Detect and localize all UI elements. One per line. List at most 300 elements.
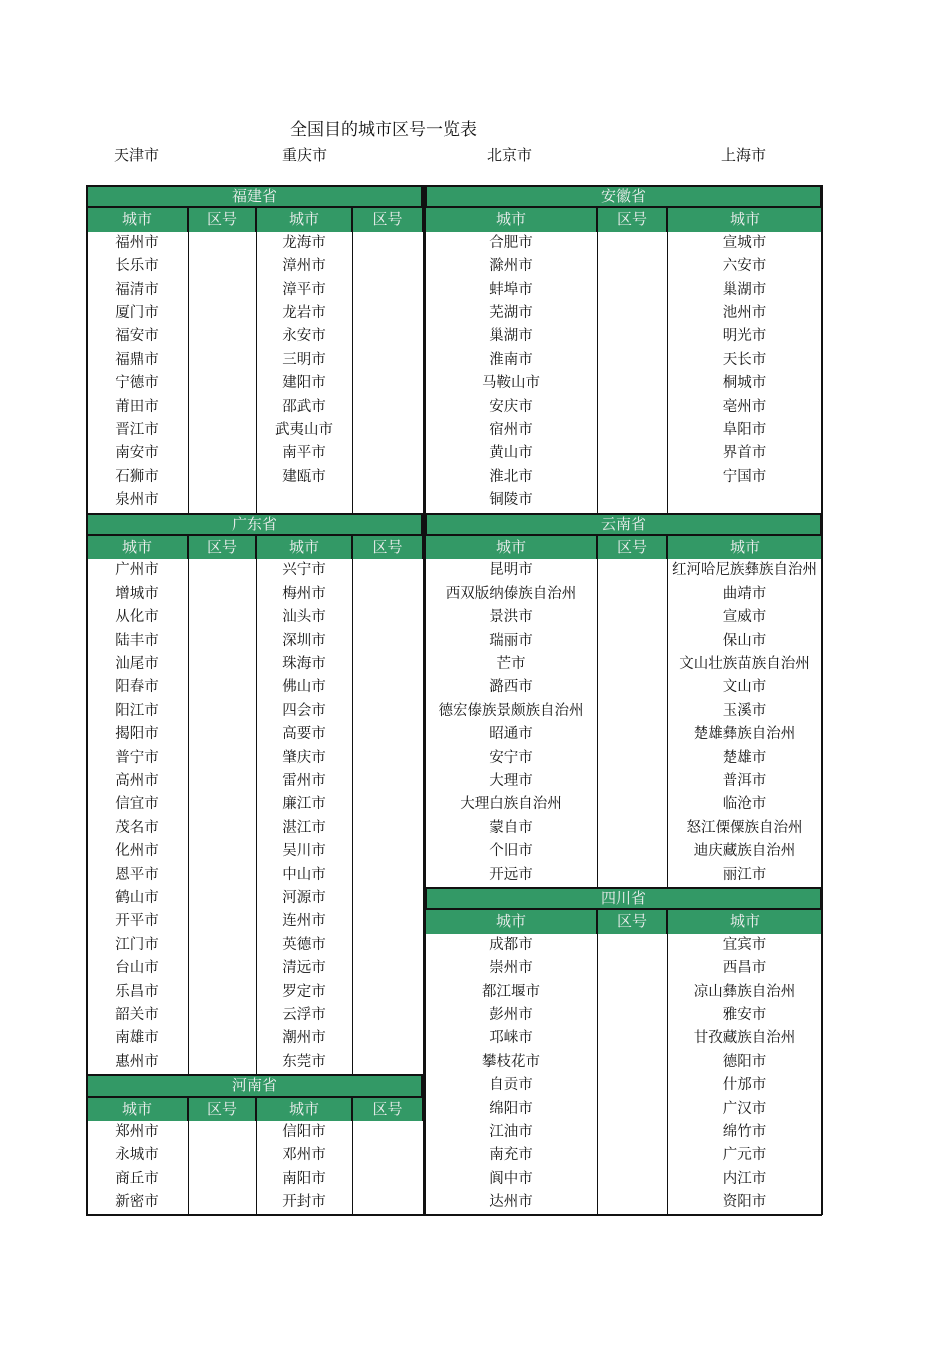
grid-line bbox=[352, 232, 353, 513]
table-cell bbox=[352, 934, 423, 957]
table-cell: 四会市 bbox=[282, 702, 326, 719]
table-cell bbox=[597, 957, 667, 980]
table-cell: 邵武市 bbox=[282, 398, 326, 415]
table-cell bbox=[188, 700, 256, 723]
table-cell bbox=[188, 653, 256, 676]
table-cell: 桐城市 bbox=[722, 375, 767, 392]
table-cell: 南安市 bbox=[115, 445, 159, 462]
table-cell: 福州市 bbox=[115, 234, 159, 251]
table-cell: 宣城市 bbox=[722, 234, 767, 251]
table-cell: 滁州市 bbox=[489, 258, 533, 275]
table-cell: 普洱市 bbox=[722, 773, 767, 789]
province-header-sichuan: 四川省 bbox=[425, 887, 822, 910]
table-cell bbox=[597, 302, 667, 325]
table-cell bbox=[188, 325, 256, 348]
table-cell: 个旧市 bbox=[489, 843, 533, 860]
table-cell bbox=[188, 747, 256, 770]
table-cell bbox=[352, 232, 423, 255]
table-cell: 韶关市 bbox=[115, 1007, 159, 1023]
table-cell: 武夷山市 bbox=[275, 422, 333, 438]
table-cell bbox=[597, 1074, 667, 1097]
column-header: 区号 bbox=[352, 1098, 423, 1121]
table-cell bbox=[597, 559, 667, 582]
grid-line bbox=[86, 1214, 425, 1216]
table-cell: 自贡市 bbox=[489, 1077, 533, 1094]
table-cell: 大理市 bbox=[489, 773, 533, 789]
table-cell bbox=[597, 676, 667, 699]
table-cell: 福清市 bbox=[115, 281, 159, 298]
table-cell: 开封市 bbox=[282, 1194, 326, 1211]
column-header: 城市 bbox=[256, 208, 352, 231]
table-cell bbox=[352, 583, 423, 606]
table-cell: 高要市 bbox=[282, 726, 326, 743]
table-cell: 郑州市 bbox=[115, 1124, 159, 1140]
table-cell bbox=[597, 1004, 667, 1027]
table-cell: 成都市 bbox=[489, 936, 533, 953]
table-cell: 厦门市 bbox=[115, 305, 159, 321]
table-cell bbox=[352, 957, 423, 980]
table-cell: 彭州市 bbox=[489, 1007, 533, 1023]
table-cell bbox=[597, 840, 667, 863]
table-cell bbox=[597, 1191, 667, 1214]
table-cell: 南阳市 bbox=[282, 1170, 326, 1187]
table-cell bbox=[597, 1027, 667, 1050]
province-header-anhui: 安徽省 bbox=[425, 185, 822, 208]
table-cell: 宜宾市 bbox=[722, 936, 767, 953]
table-cell: 吴川市 bbox=[282, 843, 326, 860]
table-cell: 达州市 bbox=[489, 1194, 533, 1211]
province-header-henan: 河南省 bbox=[86, 1074, 423, 1097]
table-cell bbox=[352, 349, 423, 372]
table-cell: 漳平市 bbox=[282, 281, 326, 298]
table-cell: 大理白族自治州 bbox=[460, 796, 562, 813]
table-cell: 珠海市 bbox=[282, 656, 326, 672]
table-cell: 永安市 bbox=[282, 328, 326, 345]
table-cell bbox=[188, 255, 256, 278]
table-cell bbox=[597, 325, 667, 348]
table-cell: 南充市 bbox=[489, 1147, 533, 1164]
table-cell bbox=[597, 630, 667, 653]
table-cell bbox=[188, 910, 256, 933]
table-cell bbox=[188, 676, 256, 699]
table-cell: 梅州市 bbox=[282, 585, 326, 602]
table-cell bbox=[597, 981, 667, 1004]
table-cell: 雷州市 bbox=[282, 773, 326, 789]
table-cell: 文山市 bbox=[722, 679, 767, 696]
table-cell bbox=[352, 840, 423, 863]
table-cell: 揭阳市 bbox=[115, 726, 159, 743]
table-cell: 茂名市 bbox=[115, 819, 159, 836]
table-cell bbox=[352, 864, 423, 887]
column-header: 区号 bbox=[188, 1098, 256, 1121]
table-cell: 漳州市 bbox=[282, 258, 326, 275]
municipality-tianjin: 天津市 bbox=[114, 146, 160, 164]
table-cell bbox=[188, 864, 256, 887]
table-cell bbox=[597, 1051, 667, 1074]
table-cell bbox=[352, 887, 423, 910]
table-cell: 龙岩市 bbox=[282, 305, 326, 321]
table-cell: 东莞市 bbox=[282, 1053, 326, 1070]
table-cell: 天长市 bbox=[722, 351, 767, 368]
table-cell: 安宁市 bbox=[489, 749, 533, 766]
table-cell: 芒市 bbox=[496, 656, 526, 672]
table-cell bbox=[352, 723, 423, 746]
column-header: 城市 bbox=[425, 536, 597, 559]
table-cell: 永城市 bbox=[115, 1147, 159, 1164]
table-cell bbox=[188, 770, 256, 793]
table-cell bbox=[597, 700, 667, 723]
table-cell: 淮北市 bbox=[489, 468, 533, 485]
table-cell: 雅安市 bbox=[722, 1007, 767, 1023]
table-cell: 南雄市 bbox=[115, 1030, 159, 1047]
table-cell bbox=[597, 864, 667, 887]
table-cell: 惠州市 bbox=[115, 1053, 159, 1070]
table-cell: 宁国市 bbox=[722, 468, 767, 485]
table-cell bbox=[352, 653, 423, 676]
table-cell: 怒江傈僳族自治州 bbox=[686, 819, 803, 836]
table-cell: 三明市 bbox=[282, 351, 326, 368]
table-cell bbox=[352, 419, 423, 442]
table-cell: 黄山市 bbox=[489, 445, 533, 462]
grid-line bbox=[667, 934, 668, 1215]
table-cell bbox=[352, 325, 423, 348]
table-cell bbox=[352, 442, 423, 465]
page-title: 全国目的城市区号一览表 bbox=[290, 120, 477, 140]
table-cell: 邛崃市 bbox=[489, 1030, 533, 1047]
table-cell: 明光市 bbox=[722, 328, 767, 345]
column-header: 区号 bbox=[597, 536, 667, 559]
table-cell: 广汉市 bbox=[722, 1100, 767, 1117]
table-cell: 河源市 bbox=[282, 890, 326, 906]
table-cell bbox=[597, 279, 667, 302]
table-cell bbox=[352, 372, 423, 395]
table-cell: 台山市 bbox=[115, 960, 159, 977]
table-cell: 开远市 bbox=[489, 866, 533, 883]
table-cell bbox=[188, 840, 256, 863]
province-header-yunnan: 云南省 bbox=[425, 513, 822, 536]
grid-line bbox=[256, 1121, 257, 1215]
table-cell bbox=[188, 232, 256, 255]
column-header: 区号 bbox=[352, 536, 423, 559]
grid-line bbox=[821, 185, 823, 1215]
grid-line bbox=[597, 934, 598, 1215]
column-header: 城市 bbox=[425, 208, 597, 231]
table-cell: 连州市 bbox=[282, 913, 326, 930]
table-cell: 内江市 bbox=[722, 1170, 767, 1187]
column-header: 城市 bbox=[667, 208, 822, 231]
table-cell: 什邡市 bbox=[722, 1077, 767, 1094]
table-cell: 陆丰市 bbox=[115, 632, 159, 649]
table-cell: 福安市 bbox=[115, 328, 159, 345]
table-cell: 楚雄市 bbox=[722, 749, 767, 766]
table-cell: 甘孜藏族自治州 bbox=[693, 1030, 796, 1047]
table-cell: 增城市 bbox=[115, 585, 159, 602]
table-cell: 阳江市 bbox=[115, 702, 159, 719]
table-cell: 开平市 bbox=[115, 913, 159, 930]
table-cell bbox=[352, 279, 423, 302]
table-cell bbox=[352, 770, 423, 793]
table-cell: 兴宁市 bbox=[282, 562, 326, 579]
table-cell: 池州市 bbox=[722, 305, 767, 321]
table-cell: 宁德市 bbox=[115, 375, 159, 392]
table-cell bbox=[352, 910, 423, 933]
table-cell: 信宜市 bbox=[115, 796, 159, 813]
table-cell bbox=[597, 1121, 667, 1144]
table-cell: 安庆市 bbox=[489, 398, 533, 415]
table-cell bbox=[188, 489, 256, 512]
grid-line bbox=[597, 559, 598, 887]
table-cell bbox=[188, 606, 256, 629]
table-cell bbox=[188, 419, 256, 442]
table-cell bbox=[188, 1144, 256, 1167]
table-cell: 泉州市 bbox=[115, 492, 159, 509]
table-cell: 从化市 bbox=[115, 609, 159, 626]
table-cell: 凉山彝族自治州 bbox=[693, 983, 796, 1000]
grid-line bbox=[256, 559, 257, 1074]
table-cell: 德宏傣族景颇族自治州 bbox=[438, 702, 584, 719]
table-cell: 资阳市 bbox=[722, 1194, 767, 1211]
column-header: 城市 bbox=[86, 1098, 188, 1121]
table-cell bbox=[352, 1027, 423, 1050]
table-cell: 阆中市 bbox=[489, 1170, 533, 1187]
column-header: 城市 bbox=[86, 536, 188, 559]
table-cell: 云浮市 bbox=[282, 1007, 326, 1023]
table-cell: 汕头市 bbox=[282, 609, 326, 626]
table-cell bbox=[352, 255, 423, 278]
table-cell: 昆明市 bbox=[489, 562, 533, 579]
table-cell: 深圳市 bbox=[282, 632, 326, 649]
table-cell bbox=[352, 606, 423, 629]
table-cell bbox=[352, 1191, 423, 1214]
area-code-table bbox=[86, 185, 822, 1215]
table-cell: 巢湖市 bbox=[489, 328, 533, 345]
table-cell bbox=[352, 396, 423, 419]
table-cell bbox=[352, 489, 423, 512]
grid-line bbox=[667, 559, 668, 887]
column-header: 城市 bbox=[667, 910, 822, 933]
table-cell: 德阳市 bbox=[722, 1053, 767, 1070]
table-cell bbox=[188, 396, 256, 419]
table-cell bbox=[188, 466, 256, 489]
table-cell bbox=[352, 1051, 423, 1074]
table-cell bbox=[597, 934, 667, 957]
table-cell: 六安市 bbox=[722, 258, 767, 275]
table-cell: 红河哈尼族彝族自治州 bbox=[672, 562, 817, 579]
table-cell: 阜阳市 bbox=[722, 422, 767, 438]
table-cell: 芜湖市 bbox=[489, 305, 533, 321]
table-cell bbox=[352, 1144, 423, 1167]
table-cell bbox=[597, 466, 667, 489]
province-header-fujian: 福建省 bbox=[86, 185, 423, 208]
table-cell: 合肥市 bbox=[489, 234, 533, 251]
table-cell bbox=[352, 1121, 423, 1144]
table-cell: 昭通市 bbox=[489, 726, 533, 743]
table-cell: 巢湖市 bbox=[722, 281, 767, 298]
table-cell: 英德市 bbox=[282, 936, 326, 953]
table-cell: 罗定市 bbox=[282, 983, 326, 1000]
table-cell: 蚌埠市 bbox=[489, 281, 533, 298]
table-cell bbox=[188, 1121, 256, 1144]
table-cell bbox=[597, 372, 667, 395]
column-header: 区号 bbox=[188, 208, 256, 231]
grid-line bbox=[667, 232, 668, 513]
table-cell bbox=[188, 583, 256, 606]
table-cell bbox=[597, 653, 667, 676]
table-cell: 福鼎市 bbox=[115, 351, 159, 368]
table-cell: 石狮市 bbox=[115, 468, 159, 485]
table-cell bbox=[188, 887, 256, 910]
table-cell: 楚雄彝族自治州 bbox=[693, 726, 796, 743]
table-cell bbox=[188, 817, 256, 840]
table-cell bbox=[188, 559, 256, 582]
province-header-guangdong: 广东省 bbox=[86, 513, 423, 536]
table-cell bbox=[597, 396, 667, 419]
table-cell: 宣威市 bbox=[722, 609, 767, 626]
grid-line bbox=[188, 232, 189, 513]
table-cell bbox=[188, 934, 256, 957]
table-cell bbox=[188, 349, 256, 372]
table-cell bbox=[188, 442, 256, 465]
table-cell: 蒙自市 bbox=[489, 819, 533, 836]
table-cell: 长乐市 bbox=[115, 258, 159, 275]
table-cell bbox=[597, 770, 667, 793]
column-header: 区号 bbox=[597, 910, 667, 933]
table-cell bbox=[597, 232, 667, 255]
table-cell: 建阳市 bbox=[282, 375, 326, 392]
column-header: 区号 bbox=[188, 536, 256, 559]
table-cell bbox=[188, 372, 256, 395]
column-header: 城市 bbox=[425, 910, 597, 933]
table-cell bbox=[188, 723, 256, 746]
municipality-shanghai: 上海市 bbox=[721, 146, 767, 164]
table-cell: 亳州市 bbox=[722, 398, 767, 415]
table-cell: 玉溪市 bbox=[722, 702, 767, 719]
table-cell: 临沧市 bbox=[722, 796, 767, 813]
table-cell bbox=[352, 466, 423, 489]
table-cell: 景洪市 bbox=[489, 609, 533, 626]
table-cell: 淮南市 bbox=[489, 351, 533, 368]
table-cell bbox=[597, 255, 667, 278]
table-cell: 界首市 bbox=[722, 445, 767, 462]
table-cell bbox=[188, 1027, 256, 1050]
table-cell bbox=[352, 1004, 423, 1027]
table-cell bbox=[667, 489, 822, 512]
table-cell: 瑞丽市 bbox=[489, 632, 533, 649]
table-cell bbox=[188, 1168, 256, 1191]
grid-line bbox=[86, 185, 88, 1215]
table-cell: 崇州市 bbox=[489, 960, 533, 977]
table-cell bbox=[352, 981, 423, 1004]
table-cell: 信阳市 bbox=[282, 1124, 326, 1140]
column-header: 区号 bbox=[597, 208, 667, 231]
table-cell: 高州市 bbox=[115, 773, 159, 789]
table-cell bbox=[188, 302, 256, 325]
table-cell: 晋江市 bbox=[115, 422, 159, 438]
table-cell: 廉江市 bbox=[282, 796, 326, 813]
table-cell: 化州市 bbox=[115, 843, 159, 860]
table-cell: 建瓯市 bbox=[282, 468, 326, 485]
table-cell: 江门市 bbox=[115, 936, 159, 953]
table-cell: 湛江市 bbox=[282, 819, 326, 836]
grid-line bbox=[188, 1121, 189, 1215]
table-cell bbox=[352, 676, 423, 699]
municipality-chongqing: 重庆市 bbox=[282, 146, 328, 164]
table-cell: 中山市 bbox=[282, 866, 326, 883]
table-cell bbox=[597, 1168, 667, 1191]
table-cell bbox=[188, 279, 256, 302]
table-cell: 肇庆市 bbox=[282, 749, 326, 766]
table-cell: 宿州市 bbox=[489, 422, 533, 438]
table-cell: 绵竹市 bbox=[722, 1124, 767, 1140]
table-cell bbox=[352, 630, 423, 653]
table-cell bbox=[597, 583, 667, 606]
table-cell: 汕尾市 bbox=[115, 656, 159, 672]
table-cell: 恩平市 bbox=[115, 866, 159, 883]
table-cell bbox=[188, 1191, 256, 1214]
table-cell: 曲靖市 bbox=[722, 585, 767, 602]
table-cell: 佛山市 bbox=[282, 679, 326, 696]
column-header: 区号 bbox=[352, 208, 423, 231]
table-cell: 西昌市 bbox=[722, 960, 767, 977]
table-cell bbox=[352, 793, 423, 816]
table-cell bbox=[597, 489, 667, 512]
table-cell: 乐昌市 bbox=[115, 983, 159, 1000]
table-cell: 铜陵市 bbox=[489, 492, 533, 509]
table-cell: 潞西市 bbox=[489, 679, 533, 696]
column-header: 城市 bbox=[86, 208, 188, 231]
table-cell: 攀枝花市 bbox=[482, 1053, 540, 1070]
table-cell bbox=[352, 817, 423, 840]
table-cell: 绵阳市 bbox=[489, 1100, 533, 1117]
table-cell: 商丘市 bbox=[115, 1170, 159, 1187]
municipality-beijing: 北京市 bbox=[487, 146, 533, 164]
table-cell: 阳春市 bbox=[115, 679, 159, 696]
table-cell: 清远市 bbox=[282, 960, 326, 977]
table-cell: 鹤山市 bbox=[115, 890, 159, 906]
table-cell: 江油市 bbox=[489, 1124, 533, 1140]
table-cell bbox=[597, 1098, 667, 1121]
grid-line bbox=[425, 1214, 822, 1216]
table-cell bbox=[188, 981, 256, 1004]
table-cell bbox=[188, 630, 256, 653]
grid-line bbox=[352, 559, 353, 1074]
table-cell bbox=[352, 700, 423, 723]
table-cell bbox=[352, 302, 423, 325]
table-cell: 潮州市 bbox=[282, 1030, 326, 1047]
table-cell bbox=[597, 349, 667, 372]
table-cell: 保山市 bbox=[722, 632, 767, 649]
table-cell: 龙海市 bbox=[282, 234, 326, 251]
grid-line bbox=[256, 232, 257, 513]
grid-line bbox=[425, 185, 426, 1215]
table-cell: 文山壮族苗族自治州 bbox=[679, 656, 810, 672]
table-cell: 丽江市 bbox=[722, 866, 767, 883]
table-cell: 新密市 bbox=[115, 1194, 159, 1211]
column-header: 城市 bbox=[256, 1098, 352, 1121]
table-cell bbox=[352, 559, 423, 582]
grid-line bbox=[352, 1121, 353, 1215]
table-cell: 西双版纳傣族自治州 bbox=[445, 585, 577, 602]
table-cell: 普宁市 bbox=[115, 749, 159, 766]
table-cell bbox=[597, 723, 667, 746]
grid-line bbox=[188, 559, 189, 1074]
table-cell bbox=[188, 793, 256, 816]
table-cell: 马鞍山市 bbox=[482, 375, 540, 392]
table-cell bbox=[256, 489, 352, 512]
table-cell: 莆田市 bbox=[115, 398, 159, 415]
table-cell bbox=[188, 1051, 256, 1074]
table-cell: 广元市 bbox=[722, 1147, 767, 1164]
